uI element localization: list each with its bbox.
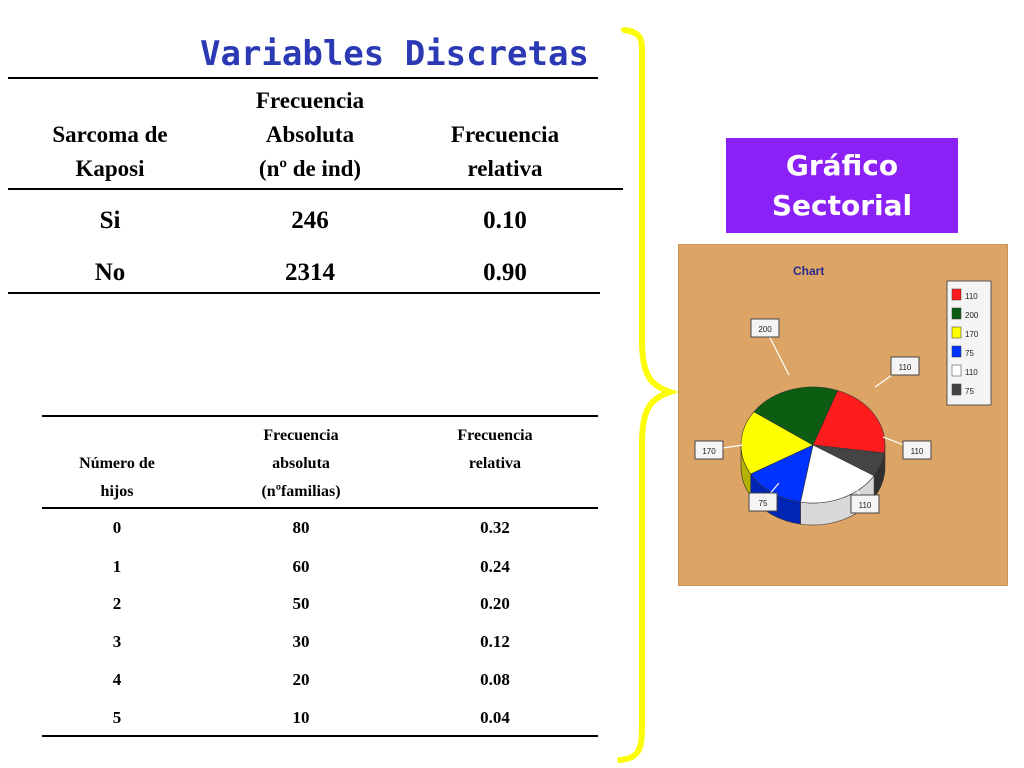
badge-text: Sectorial [771,188,913,222]
table-header-cell [216,422,386,506]
legend-swatch [952,384,961,395]
chart-type-badge [726,138,958,233]
table-header-rule [42,507,598,509]
header-text: Sarcoma de [52,122,168,147]
header-text: (nºfamilias) [261,483,341,500]
table-cell: 0.20 [480,594,510,613]
callout-label: 110 [910,447,924,456]
table-header-cell [210,84,410,186]
legend-label: 200 [965,311,979,320]
table-cell: 5 [112,708,122,727]
legend-label: 170 [965,330,979,339]
table-cell: 0.90 [483,259,527,286]
table-cell: 50 [292,594,310,613]
curly-brace-icon [610,20,680,765]
table-cell: 80 [292,518,310,537]
table-header-cell [420,422,570,478]
table-cell: 4 [112,670,122,689]
callout-label: 110 [898,363,912,372]
table-cell: No [94,259,126,286]
header-text: hijos [100,483,134,500]
table-cell: 0.04 [480,708,510,727]
header-text: Frecuencia [450,122,560,147]
table-cell: 20 [292,670,310,689]
table-header-cell [42,450,192,506]
badge-text: Gráfico [785,148,899,182]
table-bottom-rule [42,735,598,737]
pie-chart-image [678,244,1008,586]
table-cell: 0.08 [480,670,510,689]
table-bottom-rule [8,292,600,294]
header-text: absoluta [272,455,330,472]
table-top-rule [42,415,598,417]
legend-label: 110 [965,292,978,301]
table-cell: 0.12 [480,632,510,651]
legend-swatch [952,327,961,338]
table-cell: 0.24 [480,557,510,576]
header-text: Frecuencia [457,427,533,444]
header-text: Número de [79,455,155,472]
table-cell: 0.10 [483,207,527,234]
table-cell: 3 [112,632,122,651]
table-header-cell [10,118,210,186]
table-top-rule [8,77,598,79]
header-text: relativa [467,156,543,181]
legend-label: 110 [965,368,978,377]
table-cell: 0 [112,518,122,537]
table-cell: 60 [292,557,310,576]
legend-swatch [952,346,961,357]
legend-label: 75 [965,349,974,358]
table-cell: 0.32 [480,518,510,537]
table-cell: 1 [112,557,122,576]
header-text: Kaposi [75,156,145,181]
pie-legend [947,281,991,405]
table-header-cell [405,118,605,186]
legend-swatch [952,308,961,319]
callout-label: 170 [702,447,716,456]
table-cell: Si [99,207,121,234]
table-cell: 246 [291,207,329,234]
header-text: (nº de ind) [258,156,362,181]
pie-chart-title: Chart [793,264,825,278]
header-text: Frecuencia [263,427,339,444]
table-cell: 30 [292,632,310,651]
table-cell: 2314 [285,259,335,286]
legend-swatch [952,289,961,300]
header-text: Absoluta [265,122,355,147]
callout-label: 200 [758,325,772,334]
legend-swatch [952,365,961,376]
header-text: Frecuencia [255,88,365,113]
table-header-rule [8,188,623,190]
table-cell: 10 [292,708,310,727]
callout-label: 75 [758,499,768,508]
pie-chart [679,245,1007,585]
table-cell: 2 [112,594,122,613]
callout-label: 110 [858,501,872,510]
legend-label: 75 [965,387,974,396]
header-text: relativa [468,455,522,472]
slide-title: Variables Discretas [200,34,589,74]
